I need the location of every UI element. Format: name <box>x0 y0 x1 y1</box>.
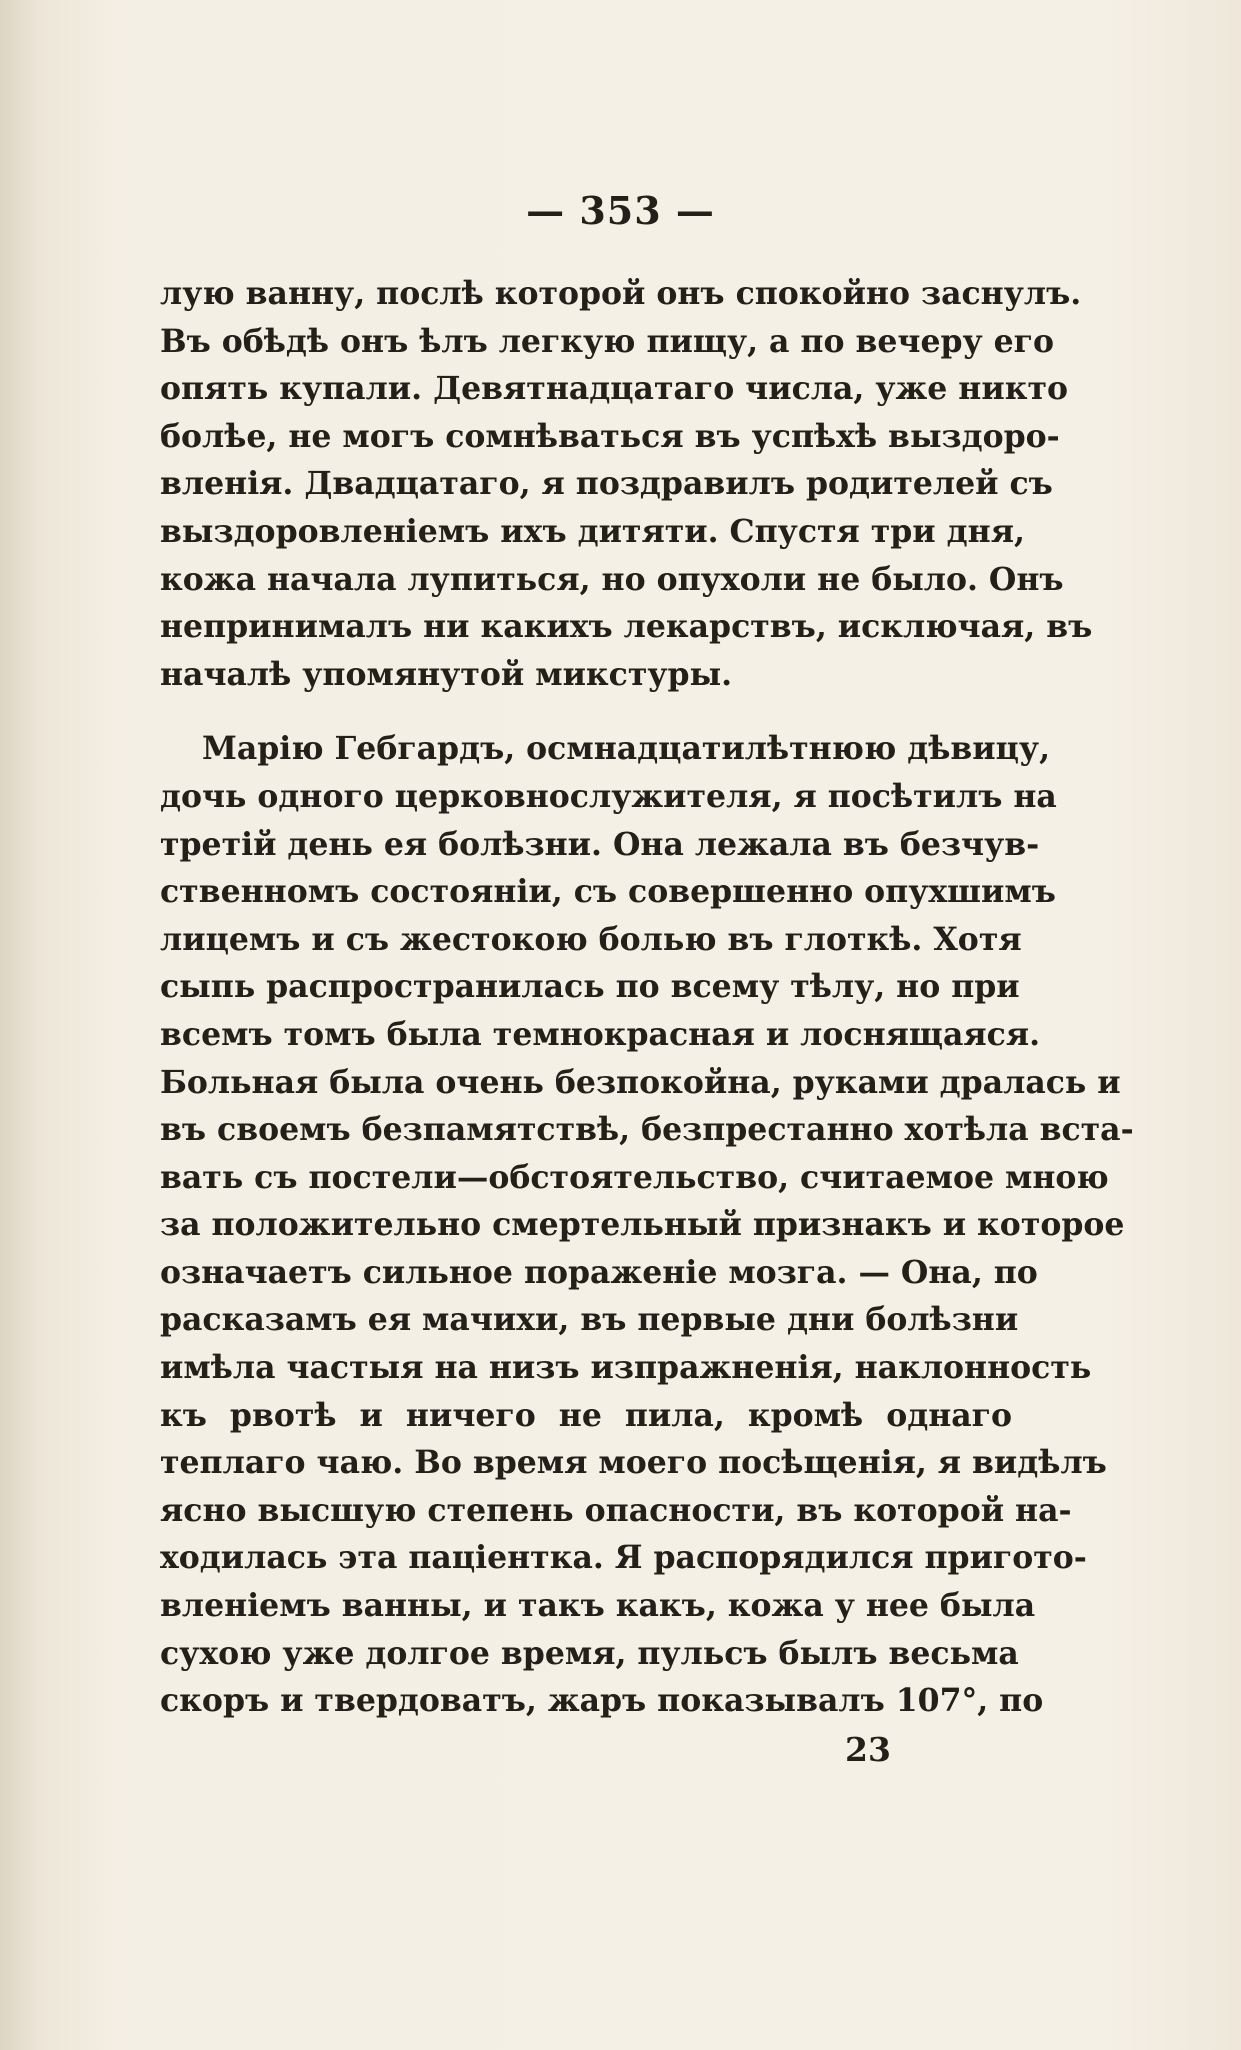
text-line: лицемъ и съ жестокою болью въ глоткѣ. Хотя <box>160 920 1022 958</box>
text-line: ходилась эта паціентка. Я распорядился пригото- <box>160 1539 1087 1577</box>
text-line: кожа начала лупиться, но опухоли не было. Онъ <box>160 560 1064 598</box>
text-line: ясно высшую степень опасности, въ которой на- <box>160 1491 1072 1529</box>
text-line: ственномъ состояніи, съ совершенно опухшимъ <box>160 873 1056 911</box>
text-line: Въ обѣдѣ онъ ѣлъ легкую пищу, а по вечеру его <box>160 322 1054 360</box>
text-line: въ своемъ безпамятствѣ, безпрестанно хотѣла вста- <box>160 1111 1134 1149</box>
text-line: третій день ея болѣзни. Она лежала въ безчув- <box>160 825 1040 863</box>
text-line: опять купали. Девятнадцатаго числа, уже никто <box>160 370 1068 408</box>
signature-mark: 23 <box>845 1730 891 1769</box>
text-line: за положительно смертельный признакъ и которое <box>160 1206 1125 1244</box>
paragraph-gap <box>160 698 1012 725</box>
text-line: началѣ упомянутой микстуры. <box>160 655 733 693</box>
text-line: всемъ томъ была темнокрасная и лоснящаяся. <box>160 1015 1041 1053</box>
text-line: означаетъ сильное пораженіе мозга. — Она, по <box>160 1253 1038 1291</box>
text-line: сыпь распространилась по всему тѣлу, но при <box>160 968 1020 1006</box>
text-line: вать съ постели—обстоятельство, считаемое мною <box>160 1158 1109 1196</box>
page-number-header: — 353 — <box>526 188 715 233</box>
text-line: непринималъ ни какихъ лекарствъ, исключая, въ <box>160 608 1093 646</box>
paragraph-2 <box>160 725 1134 1724</box>
text-line: лую ванну, послѣ которой онъ спокойно заснулъ. <box>160 275 1082 312</box>
text-line: вленіемъ ванны, и такъ какъ, кожа у нее была <box>160 1587 1036 1625</box>
paragraph-1 <box>160 270 1093 698</box>
text-line: вленія. Двадцатаго, я поздравилъ родителей съ <box>160 465 1053 503</box>
text-line: къ рвотѣ и ничего не пила, кромѣ однаго <box>160 1396 1012 1434</box>
page-body <box>160 270 1134 1725</box>
text-line: выздоровленіемъ ихъ дитяти. Спустя три дня, <box>160 512 1025 550</box>
text-line: расказамъ ея мачихи, въ первые дни болѣзни <box>160 1301 1019 1339</box>
text-line: Больная была очень безпокойна, руками дралась и <box>160 1063 1121 1101</box>
text-line: имѣла частыя на низъ изпражненія, наклонность <box>160 1349 1092 1387</box>
text-line: дочь одного церковнослужителя, я посѣтилъ на <box>160 777 1057 815</box>
text-line: скоръ и твердоватъ, жаръ показывалъ 107°, по <box>160 1682 1044 1720</box>
text-line: Марію Гебгардъ, осмнадцатилѣтнюю дѣвицу, <box>202 730 1051 768</box>
text-line: сухою уже долгое время, пульсъ былъ весьма <box>160 1634 1019 1672</box>
text-line: теплаго чаю. Во время моего посѣщенія, я видѣлъ <box>160 1444 1107 1482</box>
text-line: болѣе, не могъ сомнѣваться въ успѣхѣ выздоро- <box>160 417 1060 455</box>
